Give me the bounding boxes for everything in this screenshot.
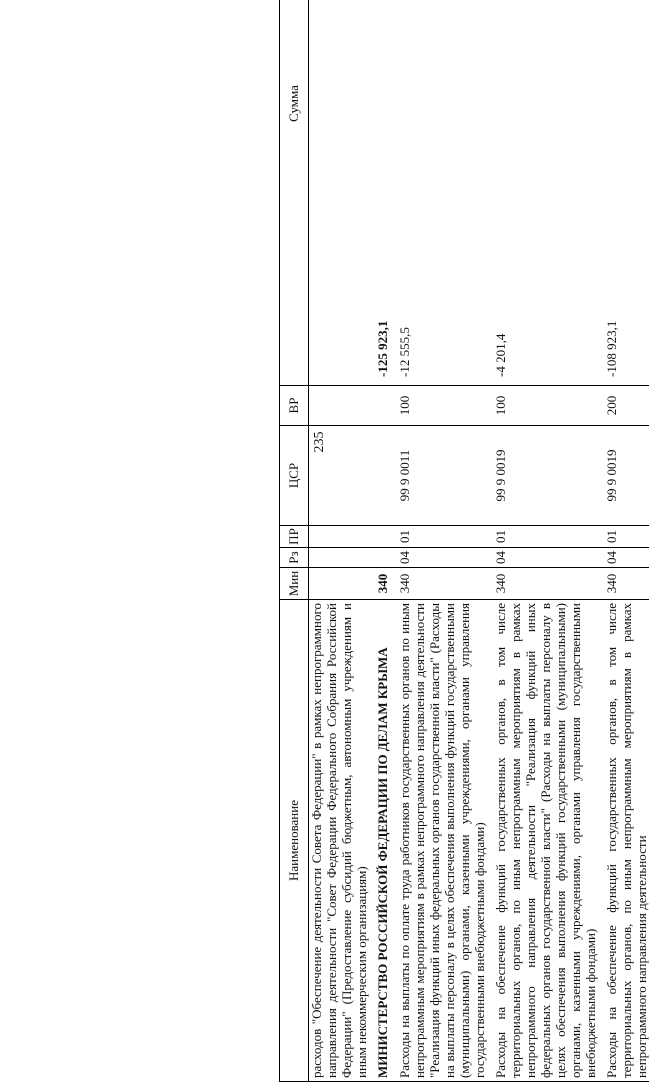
table-row bbox=[493, 0, 598, 1082]
row-csr bbox=[309, 426, 370, 526]
header-pr: ПР bbox=[280, 526, 309, 548]
header-min: Мин bbox=[280, 568, 309, 600]
table-header-row bbox=[280, 0, 309, 1082]
row-vr bbox=[309, 386, 370, 426]
row-sum: -4 201,4 bbox=[493, 0, 598, 386]
row-vr bbox=[375, 386, 391, 426]
row-rz: 04 bbox=[493, 548, 598, 568]
row-name: Расходы на обеспечение функций государственных органов, в том числе территориальных органов, по иным непрограммным мероприятиям в рамках непрограммного направления деятельности "Реализация функций иных федеральных органов государственной власти" (Расходы на выплаты персоналу в целях обеспечения выполнения функций государственными (муниципальными) органами, казенными учреждениями, органами управления государственными внебюджетными фондами) bbox=[493, 600, 598, 1082]
row-pr bbox=[309, 526, 370, 548]
row-name: расходов "Обеспечение деятельности Совета Федерации" в рамках непрограммного направления деятельности "Совет Федерации Федерального Собрания Российской Федерации" (Предоставление субсидий бюджетным, автономным учреждениям и иным некоммерческим организациям) bbox=[309, 600, 370, 1082]
row-rz: 04 bbox=[604, 548, 649, 568]
row-rz bbox=[375, 548, 391, 568]
row-min: 340 bbox=[375, 568, 391, 600]
row-min bbox=[309, 568, 370, 600]
row-pr: 01 bbox=[604, 526, 649, 548]
budget-table bbox=[279, 0, 649, 1082]
row-name: МИНИСТЕРСТВО РОССИЙСКОЙ ФЕДЕРАЦИИ ПО ДЕЛАМ КРЫМА bbox=[375, 600, 391, 1082]
row-min: 340 bbox=[397, 568, 487, 600]
row-pr bbox=[375, 526, 391, 548]
row-csr: 99 9 0019 bbox=[604, 426, 649, 526]
header-csr: ЦСР bbox=[280, 426, 309, 526]
row-sum bbox=[309, 0, 370, 386]
row-sum: -125 923,1 bbox=[375, 0, 391, 386]
header-name: Наименование bbox=[280, 600, 309, 1082]
budget-table-container bbox=[279, 0, 649, 1082]
row-rz: 04 bbox=[397, 548, 487, 568]
header-sum: Сумма bbox=[280, 0, 309, 386]
row-min: 340 bbox=[604, 568, 649, 600]
row-csr: 99 9 0011 bbox=[397, 426, 487, 526]
row-vr: 200 bbox=[604, 386, 649, 426]
header-rz: Рз bbox=[280, 548, 309, 568]
row-sum: -12 555,5 bbox=[397, 0, 487, 386]
row-csr bbox=[375, 426, 391, 526]
header-vr: ВР bbox=[280, 386, 309, 426]
table-row bbox=[604, 0, 649, 1082]
row-vr: 100 bbox=[493, 386, 598, 426]
row-rz bbox=[309, 548, 370, 568]
table-row bbox=[397, 0, 487, 1082]
row-name: Расходы на выплаты по оплате труда работников государственных органов по иным непрограммным мероприятиям в рамках непрограммного направления деятельности "Реализация функций иных федеральных органов государственной власти" (Расходы на выплаты персоналу в целях обеспечения выполнения функций государственными (муниципальными) органами, казенными учреждениями, органами управления государственными внебюджетными фондами) bbox=[397, 600, 487, 1082]
row-csr: 99 9 0019 bbox=[493, 426, 598, 526]
row-vr: 100 bbox=[397, 386, 487, 426]
row-sum: -108 923,1 bbox=[604, 0, 649, 386]
table-row bbox=[309, 0, 370, 1082]
row-pr: 01 bbox=[493, 526, 598, 548]
row-min: 340 bbox=[493, 568, 598, 600]
page-number: 235 bbox=[312, 431, 327, 453]
table-row bbox=[375, 0, 391, 1082]
row-pr: 01 bbox=[397, 526, 487, 548]
row-name: Расходы на обеспечение функций государственных органов, в том числе территориальных органов, по иным непрограммным мероприятиям в рамках непрограммного направления деятельности bbox=[604, 600, 649, 1082]
